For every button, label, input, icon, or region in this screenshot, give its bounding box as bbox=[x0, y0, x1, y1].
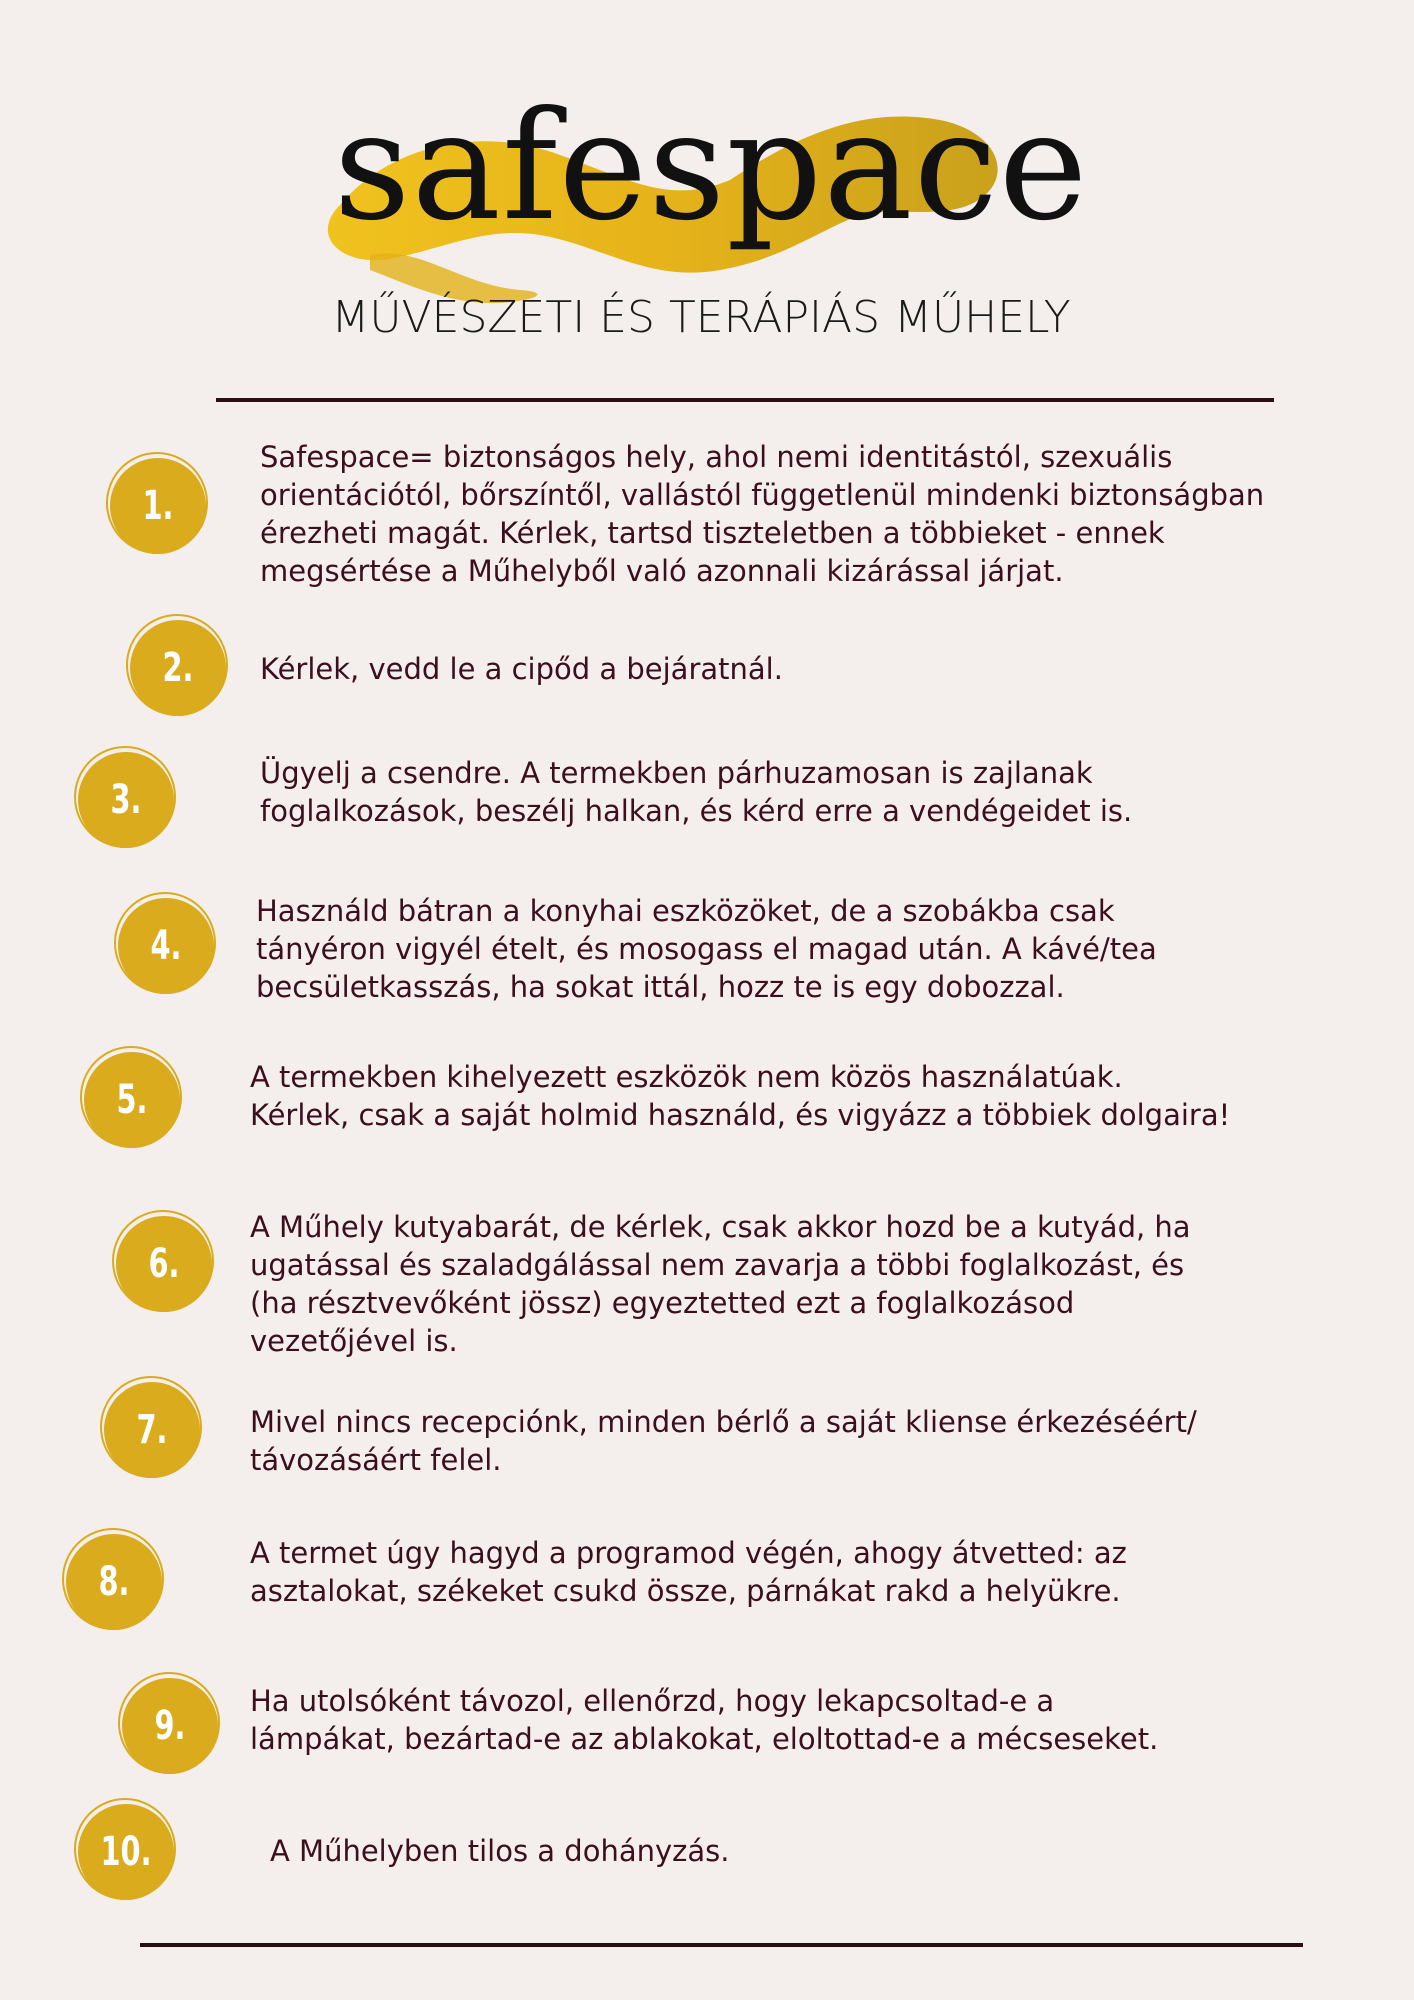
rule-number-badge: 2. bbox=[130, 620, 226, 716]
page-title: safespace bbox=[333, 80, 1089, 254]
rule-number-badge: 1. bbox=[110, 458, 206, 554]
rule-number-badge: 9. bbox=[122, 1678, 218, 1774]
divider-bottom bbox=[140, 1943, 1303, 1947]
rule-text: Mivel nincs recepciónk, minden bérlő a saját kliense érkezéséért/ távozásáért felel. bbox=[250, 1405, 1197, 1477]
page-subtitle: MŰVÉSZETI ÉS TERÁPIÁS MŰHELY bbox=[331, 292, 1071, 343]
rule-number-badge: 7. bbox=[104, 1382, 200, 1478]
rule-number-badge: 5. bbox=[84, 1052, 180, 1148]
rule-text: A termet úgy hagyd a programod végén, ahogy átvetted: az asztalokat, székeket csukd össze, párnákat rakd a helyükre. bbox=[250, 1536, 1127, 1608]
divider-top bbox=[216, 398, 1274, 402]
rule-text: A termekben kihelyezett eszközök nem közös használatúak. Kérlek, csak a saját holmid használd, és vigyázz a többiek dolgaira! bbox=[250, 1060, 1231, 1132]
rule-text: Használd bátran a konyhai eszközöket, de a szobákba csak tányéron vigyél ételt, és mosogass el magad után. A kávé/tea becsületkasszás, ha sokat ittál, hozz te is egy dobozzal. bbox=[256, 894, 1157, 1004]
rule-text: Safespace= biztonságos hely, ahol nemi identitástól, szexuális orientációtól, bőrszíntől, vallástól függetlenül mindenki biztonságban érezheti magát. Kérlek, tartsd tiszteletben a többieket - ennek megsértése a Műhelyből való azonnali kizárással járjat. bbox=[260, 440, 1265, 588]
rule-number-badge: 3. bbox=[78, 752, 174, 848]
rule-text: A Műhely kutyabarát, de kérlek, csak akkor hozd be a kutyád, ha ugatással és szaladgálással nem zavarja a többi foglalkozást, és (ha résztvevőként jössz) egyeztetted ezt a foglalkozásod vezetőjével is. bbox=[250, 1210, 1191, 1358]
rule-text: Kérlek, vedd le a cipőd a bejáratnál. bbox=[260, 652, 783, 686]
rule-number-badge: 10. bbox=[78, 1804, 174, 1900]
rule-text: Ügyelj a csendre. A termekben párhuzamosan is zajlanak foglalkozások, beszélj halkan, és kérd erre a vendégeidet is. bbox=[260, 756, 1133, 828]
rule-text: A Műhelyben tilos a dohányzás. bbox=[270, 1834, 730, 1868]
rule-number-badge: 8. bbox=[66, 1534, 162, 1630]
rule-text: Ha utolsóként távozol, ellenőrzd, hogy lekapcsoltad-e a lámpákat, bezártad-e az ablakokat, eloltottad-e a mécseseket. bbox=[250, 1684, 1159, 1756]
rule-number-badge: 4. bbox=[118, 898, 214, 994]
rule-number-badge: 6. bbox=[116, 1216, 212, 1312]
